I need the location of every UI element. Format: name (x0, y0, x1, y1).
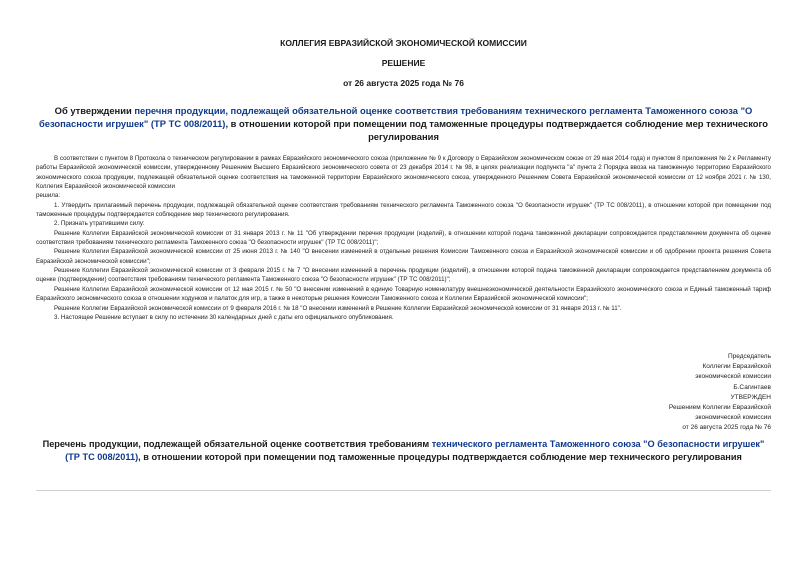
preamble-paragraph: В соответствии с пунктом 8 Протокола о техническом регулировании в рамках Евразийского экономического союза (приложение № 9 к Договору о Евразийском экономическом союзе от 29 мая 2014 года) и пунктом 8 приложения № 2 к Регламенту работы Евразийской экономической комиссии, утвержденному Решением Высшего Евразийского экономического совета от 23 декабря 2014 г. № 98, в целях реализации подпункта "а" пункта 2 Порядка ввоза на таможенную территорию Евразийского экономического союза продукции, подлежащей обязательной оценке соответствия на таможенной территории Евразийского экономического союза, утвержденного Решением Совета Евразийской экономической комиссии от 12 ноября 2021 г. № 130, Коллегия Евразийской экономической комиссии (36, 155, 771, 191)
signature-line: экономической комиссии (695, 373, 771, 381)
list-title-suffix: , в отношении которой при помещении под таможенные процедуры подтверждается соблюдение мер технического регулирования (138, 451, 742, 462)
decision-date-number: от 26 августа 2025 года № 76 (343, 78, 464, 88)
divider (36, 490, 771, 491)
approval-line: экономической комиссии (695, 414, 771, 422)
repealed-decision-11: Решение Коллегии Евразийской экономической комиссии от 31 января 2013 г. № 11 "Об утверждении перечня продукции (изделий), в отношении которой подача таможенной декларации сопровождается представлением документа об оценке соответствия требованиям технического регламента Таможенного союза "О безопасности игрушек" (ТР ТС 008/2011)"; (36, 229, 771, 247)
repealed-decision-7: Решение Коллегии Евразийской экономической комиссии от 3 февраля 2015 г. № 7 "О внесении изменений в перечень продукции (изделий), в отношении которой подача таможенной декларации сопровождается представлением документа об оценке (подтверждении) соответствия требованиям технического регламента Таможенного союза "О безопасности игрушек" (ТР ТС 008/2011)"; (36, 267, 771, 284)
repealed-decision-140: Решение Коллегии Евразийской экономической комиссии от 25 июня 2013 г. № 140 "О внесении изменений в отдельные решения Комиссии Таможенного союза и Евразийской экономической комиссии и об одобрении проекта решения Совета Евразийской экономической комиссии"; (36, 248, 771, 265)
clause-2: 2. Признать утратившими силу: (54, 220, 145, 228)
title-suffix: , в отношении которой при помещении под таможенные процедуры подтверждается соблюдение мер технического регулирования (225, 118, 769, 142)
signature-block (631, 352, 771, 434)
signature-line: Коллегии Евразийской (702, 363, 771, 371)
signatory-name: Б.Сагинтаев (733, 383, 771, 391)
list-title (36, 438, 771, 463)
repealed-decision-18: Решение Коллегии Евразийской экономической комиссии от 9 февраля 2016 г. № 18 "О внесении изменений в Решение Коллегии Евразийской экономической комиссии от 31 января 2013 г. № 11". (54, 304, 622, 312)
approved-label: УТВЕРЖДЕН (730, 393, 771, 401)
signature-line: Председатель (727, 353, 771, 360)
approval-line: Решением Коллегии Евразийской (668, 404, 771, 412)
clause-1: 1. Утвердить прилагаемый перечень продукции, подлежащей обязательной оценке соответствия требованиям технического регламента Таможенного союза "О безопасности игрушек" (ТР ТС 008/2011), в отношении которой при помещении под таможенные процедуры подтверждается соблюдение мер технического регулирования. (36, 201, 771, 219)
list-title-link-regulation[interactable]: технического регламента Таможенного союза "О безопасности игрушек" (ТР ТС 008/2011) (65, 439, 765, 462)
title-link-list[interactable]: перечня продукции, подлежащей обязательной оценке соответствия требованиям технического регламента Таможенного союза "О безопасности игрушек" (ТР ТС 008/2011) (38, 105, 753, 129)
decision-title (36, 104, 771, 143)
title-prefix: Об утверждении (54, 105, 135, 116)
organization-heading: КОЛЛЕГИЯ ЕВРАЗИЙСКОЙ ЭКОНОМИЧЕСКОЙ КОМИССИИ (280, 38, 527, 48)
repealed-decision-50: Решение Коллегии Евразийской экономической комиссии от 12 мая 2015 г. № 50 "О внесении изменений в единую Товарную номенклатуру внешнеэкономической деятельности Евразийского экономического союза и Единый таможенный тариф Евразийского экономического союза в отношении ходунков и палаток для игр, а также в некоторые решения Комиссии Таможенного союза и Коллегии Евразийской экономической комиссии"; (36, 285, 771, 303)
decision-body (36, 154, 771, 322)
document-kind: РЕШЕНИЕ (381, 58, 426, 68)
approval-date: от 26 августа 2025 года № 76 (682, 424, 771, 432)
clause-3: 3. Настоящее Решение вступает в силу по истечении 30 календарных дней с даты его официального опубликования. (54, 313, 394, 321)
resolved-word: решила: (36, 192, 61, 200)
list-title-prefix: Перечень продукции, подлежащей обязательной оценке соответствия требованиям (42, 439, 432, 449)
